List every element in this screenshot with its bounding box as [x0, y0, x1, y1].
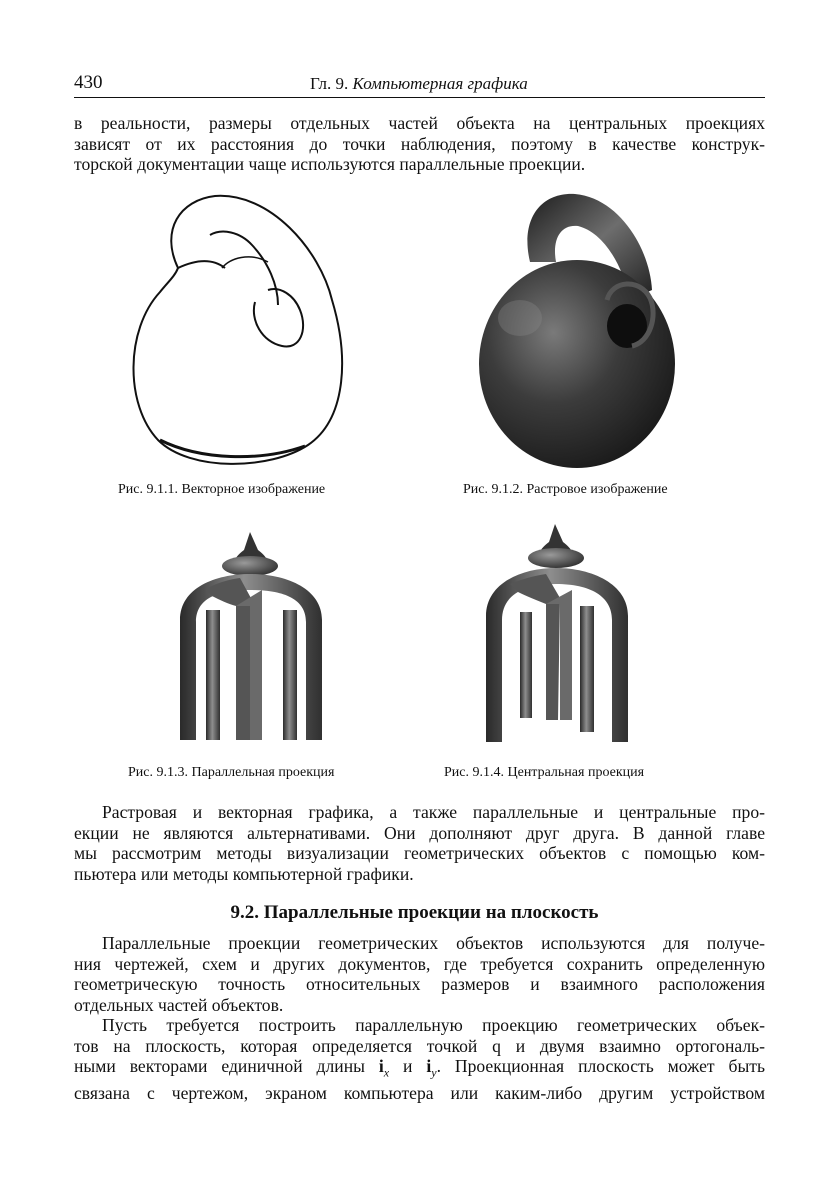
- text-line: [74, 1056, 765, 1083]
- text-line: Растровая и векторная графика, а также параллельные и центральные про-: [102, 802, 765, 822]
- vector-iy-subscript: y: [431, 1065, 437, 1080]
- page-number: 430: [74, 72, 103, 93]
- dome-frame-central-icon: [486, 524, 628, 742]
- intro-paragraph: [74, 113, 765, 175]
- chapter-prefix: Гл. 9.: [310, 74, 349, 93]
- figure-4-caption: Рис. 9.1.4. Центральная проекция: [444, 765, 645, 780]
- text-fragment: ными векторами единичной длины: [74, 1056, 379, 1076]
- text-fragment: и: [389, 1056, 427, 1076]
- vector-iy-letter: i: [426, 1056, 432, 1076]
- dome-frame-parallel-icon: [180, 532, 322, 740]
- text-fragment: . Проекционная плоскость может быть: [436, 1056, 765, 1076]
- text-line: мы рассмотрим методы визуализации геометрических объектов с помощью ком-: [74, 843, 765, 863]
- chapter-title: Компьютерная графика: [352, 74, 528, 93]
- text-line: екции не являются альтернативами. Они дополняют друг друга. В данной главе: [74, 822, 765, 843]
- figure-1-caption: Рис. 9.1.1. Векторное изображение: [118, 482, 326, 497]
- section-paragraph-2: [74, 1015, 765, 1104]
- vector-iy: [426, 1056, 437, 1080]
- vector-ix: [378, 1056, 390, 1080]
- figure-2-caption: Рис. 9.1.2. Растровое изображение: [463, 482, 668, 497]
- text-line: Пусть требуется построить параллельную проекцию геометрических объек-: [102, 1015, 765, 1035]
- running-head: [310, 74, 528, 94]
- text-line: зависят от их расстояния до точки наблюдения, поэтому в качестве конструк-: [74, 133, 765, 154]
- section-paragraph-1: [74, 933, 765, 1015]
- vector-ix-letter: i: [378, 1056, 384, 1076]
- text-line: геометрическую точность относительных размеров и взаимного расположения: [74, 974, 765, 994]
- figure-3-caption: Рис. 9.1.3. Параллельная проекция: [128, 765, 335, 780]
- kettlebell-raster-icon: [479, 194, 675, 468]
- text-line: пьютера или методы компьютерной графики.: [74, 863, 414, 884]
- section-heading: 9.2. Параллельные проекции на плоскость: [230, 902, 599, 923]
- text-line: торской документации чаще используются параллельные проекции.: [74, 154, 586, 174]
- text-line: ния чертежей, схем и других документов, где требуется сохранить определенную: [74, 953, 765, 974]
- header-rule: [74, 97, 765, 98]
- text-line: Параллельные проекции геометрических объектов используются для получе-: [102, 933, 765, 953]
- paragraph-after-figures: [74, 802, 765, 884]
- text-line: тов на плоскость, которая определяется точкой q и двумя взаимно ортогональ-: [74, 1035, 765, 1056]
- text-line: связана с чертежом, экраном компьютера или каким-либо другим устройством: [74, 1083, 765, 1104]
- text-line: в реальности, размеры отдельных частей объекта на центральных проекциях: [74, 113, 765, 133]
- vector-ix-subscript: x: [383, 1065, 390, 1080]
- kettlebell-vector-icon: [133, 196, 342, 464]
- text-line: отдельных частей объектов.: [74, 994, 284, 1015]
